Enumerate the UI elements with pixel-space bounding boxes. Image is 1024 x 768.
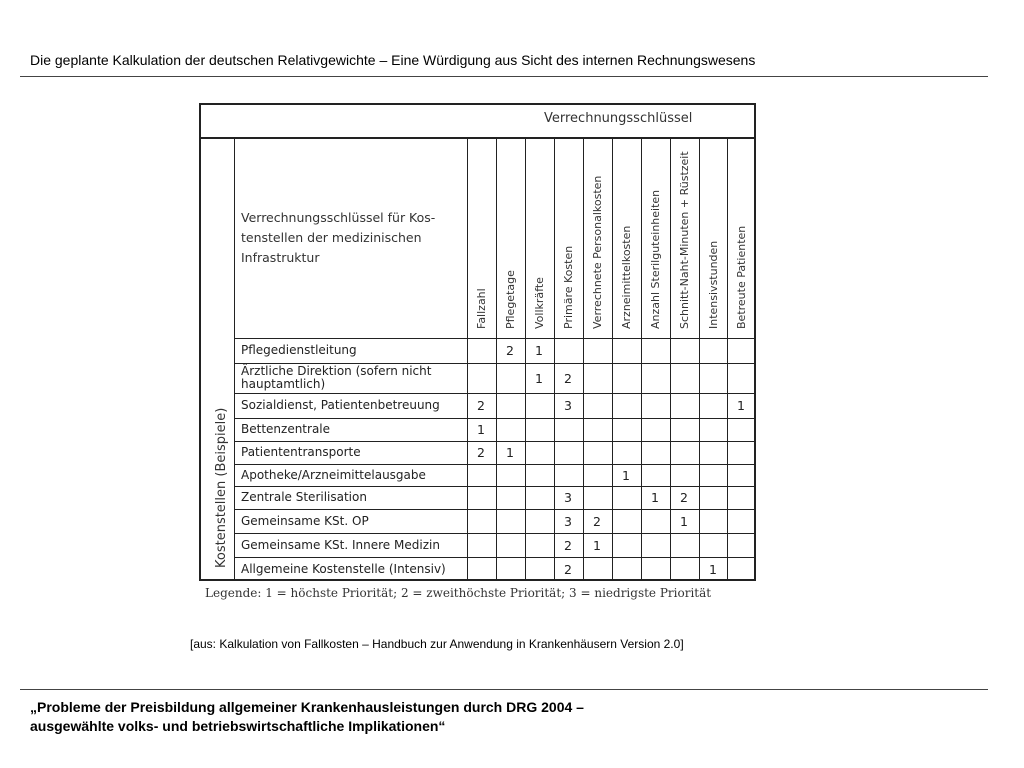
row-label: Pflegedienstleitung (241, 343, 357, 357)
row-divider (234, 486, 756, 487)
table-cell-value: 2 (564, 371, 572, 386)
header-divider (199, 137, 756, 139)
bottom-divider (20, 689, 988, 690)
table-cell-value: 1 (506, 445, 514, 460)
row-label: Sozialdienst, Patientenbetreuung (241, 398, 440, 412)
side-column-divider (234, 137, 235, 581)
slide-title: Die geplante Kalkulation der deutschen Relativgewichte – Eine Würdigung aus Sicht des internen Rechnungswesens (30, 52, 756, 68)
column-header: Verrechnete Personalkosten (591, 175, 604, 329)
description-line: tenstellen der medizinischen (241, 230, 422, 245)
column-divider (612, 137, 613, 581)
table-description (241, 208, 435, 268)
table-cell-value: 2 (593, 514, 601, 529)
column-header: Primäre Kosten (562, 245, 575, 329)
table-cell-value: 2 (477, 445, 485, 460)
column-divider (467, 137, 468, 581)
row-label: Allgemeine Kostenstelle (Intensiv) (241, 562, 446, 576)
column-header: Pflegetage (504, 270, 517, 329)
table-cell-value: 3 (564, 398, 572, 413)
column-header: Anzahl Sterilguteinheiten (649, 189, 662, 329)
column-header: Intensivstunden (707, 240, 720, 329)
table-cell-value: 1 (737, 398, 745, 413)
row-label: Bettenzentrale (241, 422, 331, 436)
table-cell-value: 1 (535, 343, 543, 358)
table-cell-value: 1 (709, 562, 717, 577)
row-label: Gemeinsame KSt. OP (241, 514, 369, 528)
table-cell-value: 1 (593, 538, 601, 553)
row-divider (234, 441, 756, 442)
column-divider (496, 137, 497, 581)
column-header: Vollkräfte (533, 277, 546, 329)
table-cell-value: 1 (535, 371, 543, 386)
description-line: Verrechnungsschlüssel für Kos- (241, 210, 436, 225)
top-divider (20, 76, 988, 77)
row-divider (234, 557, 756, 558)
footer-line: ausgewählte volks- und betriebswirtschaftliche Implikationen“ (30, 718, 446, 734)
table-cell-value: 2 (477, 398, 485, 413)
row-label: Zentrale Sterilisation (241, 490, 367, 504)
table-cell-value: 3 (564, 514, 572, 529)
table-cell-value: 2 (564, 562, 572, 577)
table-cell-value: 2 (506, 343, 514, 358)
description-line: Infrastruktur (241, 250, 320, 265)
table-cell-value: 1 (622, 468, 630, 483)
table-top-header: Verrechnungsschlüssel (544, 111, 693, 126)
column-header: Arzneimittelkosten (620, 225, 633, 329)
row-label: Gemeinsame KSt. Innere Medizin (241, 538, 440, 552)
table-cell-value: 2 (680, 490, 688, 505)
row-label: Patiententransporte (241, 445, 361, 459)
row-divider (234, 338, 756, 339)
column-header: Betreute Patienten (735, 225, 748, 329)
column-divider (525, 137, 526, 581)
column-divider (727, 137, 728, 581)
row-divider (234, 533, 756, 534)
table-cell-value: 1 (680, 514, 688, 529)
table-cell-value: 3 (564, 490, 572, 505)
table-cell-value: 1 (477, 422, 485, 437)
row-divider (234, 393, 756, 394)
row-divider (234, 418, 756, 419)
table-cell-value: 2 (564, 538, 572, 553)
table-cell-value: 1 (651, 490, 659, 505)
row-label: Apotheke/Arzneimittelausgabe (241, 468, 426, 482)
footer-line: „Probleme der Preisbildung allgemeiner Krankenhausleistungen durch DRG 2004 – (30, 699, 584, 715)
footer-title (30, 698, 584, 736)
side-label: Kostenstellen (Beispiele) (214, 407, 229, 568)
column-header: Schnitt-Naht-Minuten + Rüstzeit (678, 151, 691, 329)
row-divider (234, 464, 756, 465)
column-divider (641, 137, 642, 581)
row-divider (234, 509, 756, 510)
row-label: Ärztliche Direktion (sofern nicht hauptamtlich) (241, 364, 432, 391)
column-header: Fallzahl (475, 288, 488, 329)
source-note: [aus: Kalkulation von Fallkosten – Handbuch zur Anwendung in Krankenhäusern Version 2.0] (190, 637, 684, 651)
column-divider (699, 137, 700, 581)
legend: Legende: 1 = höchste Priorität; 2 = zweithöchste Priorität; 3 = niedrigste Priorität (205, 586, 712, 600)
